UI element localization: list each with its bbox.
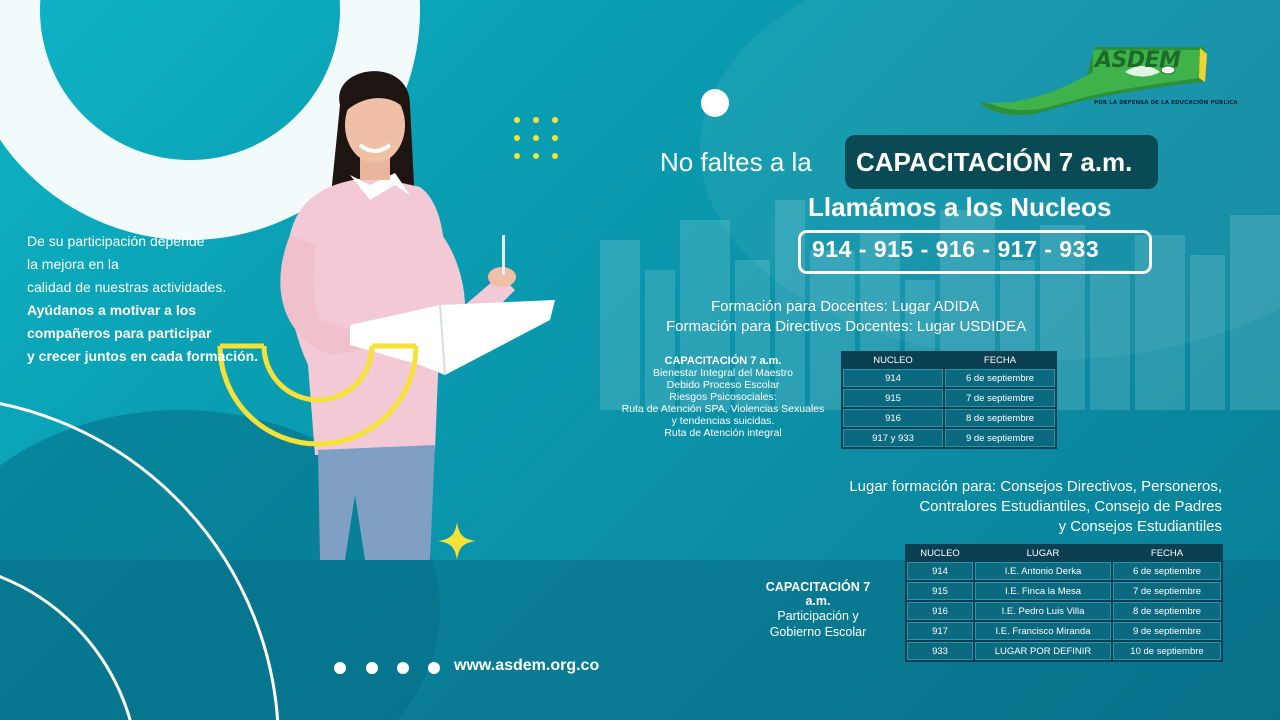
lugar-formacion bbox=[849, 477, 1222, 537]
topic-item: Debido Proceso Escolar bbox=[666, 379, 780, 391]
table-row bbox=[843, 389, 1055, 407]
table-cell: 7 de septiembre bbox=[1113, 582, 1221, 600]
formacion-directivos bbox=[666, 318, 1026, 335]
message-line: calidad de nuestras actividades. bbox=[27, 279, 227, 295]
topic-item: Participación y bbox=[777, 609, 859, 623]
table-header: LUGAR bbox=[975, 546, 1111, 560]
headline-prefix: No faltes a la bbox=[660, 147, 812, 177]
lugar-audience: Consejos Directivos, Personeros, bbox=[1000, 478, 1222, 495]
lugar-label: Lugar formación para: bbox=[849, 478, 1001, 495]
table-cell: I.E. Pedro Luis Villa bbox=[975, 602, 1111, 620]
table-cell: 915 bbox=[843, 389, 943, 407]
table-row bbox=[907, 642, 1221, 660]
table-cell: 915 bbox=[907, 582, 973, 600]
participation-message bbox=[27, 230, 258, 368]
table-cell: 916 bbox=[843, 409, 943, 427]
logo-wordmark: ASDEM bbox=[1095, 48, 1181, 73]
nucleos-list: 914 - 915 - 916 - 917 - 933 bbox=[812, 236, 1100, 262]
logo-tagline: POR LA DEFENSA DE LA EDUCACIÓN PÚBLICA bbox=[1094, 100, 1238, 106]
topic-item: Ruta de Atención SPA, Violencias Sexuales bbox=[621, 403, 825, 415]
topic-item: Riesgos Psicosociales: bbox=[669, 391, 777, 403]
formacion-directivos-lugar: USDIDEA bbox=[959, 318, 1027, 335]
capacitacion-title: CAPACITACIÓN 7 a.m. bbox=[765, 580, 871, 608]
nucleo-fecha-table bbox=[841, 351, 1057, 449]
table-row bbox=[907, 602, 1221, 620]
table-cell: 6 de septiembre bbox=[1113, 562, 1221, 580]
footer-dots bbox=[334, 662, 444, 674]
topic-item: y tendencias suicidas. bbox=[671, 415, 775, 427]
table-header: NUCLEO bbox=[907, 546, 973, 560]
lugar-line: y Consejos Estudiantiles bbox=[1058, 518, 1222, 535]
nucleo-lugar-fecha-table bbox=[905, 544, 1223, 662]
message-line: y crecer juntos en cada formación. bbox=[27, 348, 259, 364]
message-line: Ayúdanos a motivar a los bbox=[27, 302, 197, 318]
table-cell: 7 de septiembre bbox=[945, 389, 1055, 407]
table-row bbox=[907, 622, 1221, 640]
table-cell: 9 de septiembre bbox=[1113, 622, 1221, 640]
circle-dot bbox=[701, 89, 729, 117]
lugar-line bbox=[849, 477, 1222, 497]
table-cell: 917 bbox=[907, 622, 973, 640]
topic-item: Bienestar Integral del Maestro bbox=[652, 367, 794, 379]
message-line: compañeros para participar bbox=[27, 325, 212, 341]
table-cell: LUGAR POR DEFINIR bbox=[975, 642, 1111, 660]
table-row bbox=[907, 562, 1221, 580]
table-cell: I.E. Antonio Derka bbox=[975, 562, 1111, 580]
table-cell: 10 de septiembre bbox=[1113, 642, 1221, 660]
message-line: De su participación depende bbox=[27, 233, 205, 249]
table-cell: 8 de septiembre bbox=[945, 409, 1055, 427]
table-cell: I.E. Finca la Mesa bbox=[975, 582, 1111, 600]
message-line: la mejora en la bbox=[27, 256, 119, 272]
headline-capacitacion: CAPACITACIÓN 7 a.m. bbox=[856, 147, 1133, 177]
sparkle-icon bbox=[438, 522, 476, 560]
formacion-docentes-label: Formación para Docentes: Lugar bbox=[711, 298, 934, 315]
formacion-directivos-label: Formación para Directivos Docentes: Lugar bbox=[666, 318, 960, 335]
table-cell: I.E. Francisco Miranda bbox=[975, 622, 1111, 640]
capacitacion-title: CAPACITACIÓN 7 a.m. bbox=[664, 355, 782, 367]
table-cell: 6 de septiembre bbox=[945, 369, 1055, 387]
table-cell: 933 bbox=[907, 642, 973, 660]
table-cell: 917 y 933 bbox=[843, 429, 943, 447]
table-row bbox=[907, 582, 1221, 600]
table-cell: 9 de septiembre bbox=[945, 429, 1055, 447]
table-cell: 914 bbox=[843, 369, 943, 387]
table-cell: 914 bbox=[907, 562, 973, 580]
lugar-line: Contralores Estudiantiles, Consejo de Padres bbox=[919, 498, 1222, 515]
subheading: Llamámos a los Nucleos bbox=[808, 192, 1112, 222]
table-row bbox=[843, 369, 1055, 387]
table-row bbox=[843, 429, 1055, 447]
capacitacion-topics bbox=[612, 355, 834, 439]
table-header: NUCLEO bbox=[843, 353, 943, 367]
formacion-docentes-lugar: ADIDA bbox=[933, 298, 980, 315]
topic-item: Gobierno Escolar bbox=[769, 625, 867, 639]
website-link[interactable]: www.asdem.org.co bbox=[454, 657, 600, 674]
table-row bbox=[843, 409, 1055, 427]
topic-item: Ruta de Atención integral bbox=[664, 427, 782, 439]
table-cell: 8 de septiembre bbox=[1113, 602, 1221, 620]
formacion-docentes bbox=[711, 298, 979, 315]
capacitacion-gobierno bbox=[752, 580, 884, 640]
table-header: FECHA bbox=[945, 353, 1055, 367]
table-cell: 916 bbox=[907, 602, 973, 620]
table-header: FECHA bbox=[1113, 546, 1221, 560]
